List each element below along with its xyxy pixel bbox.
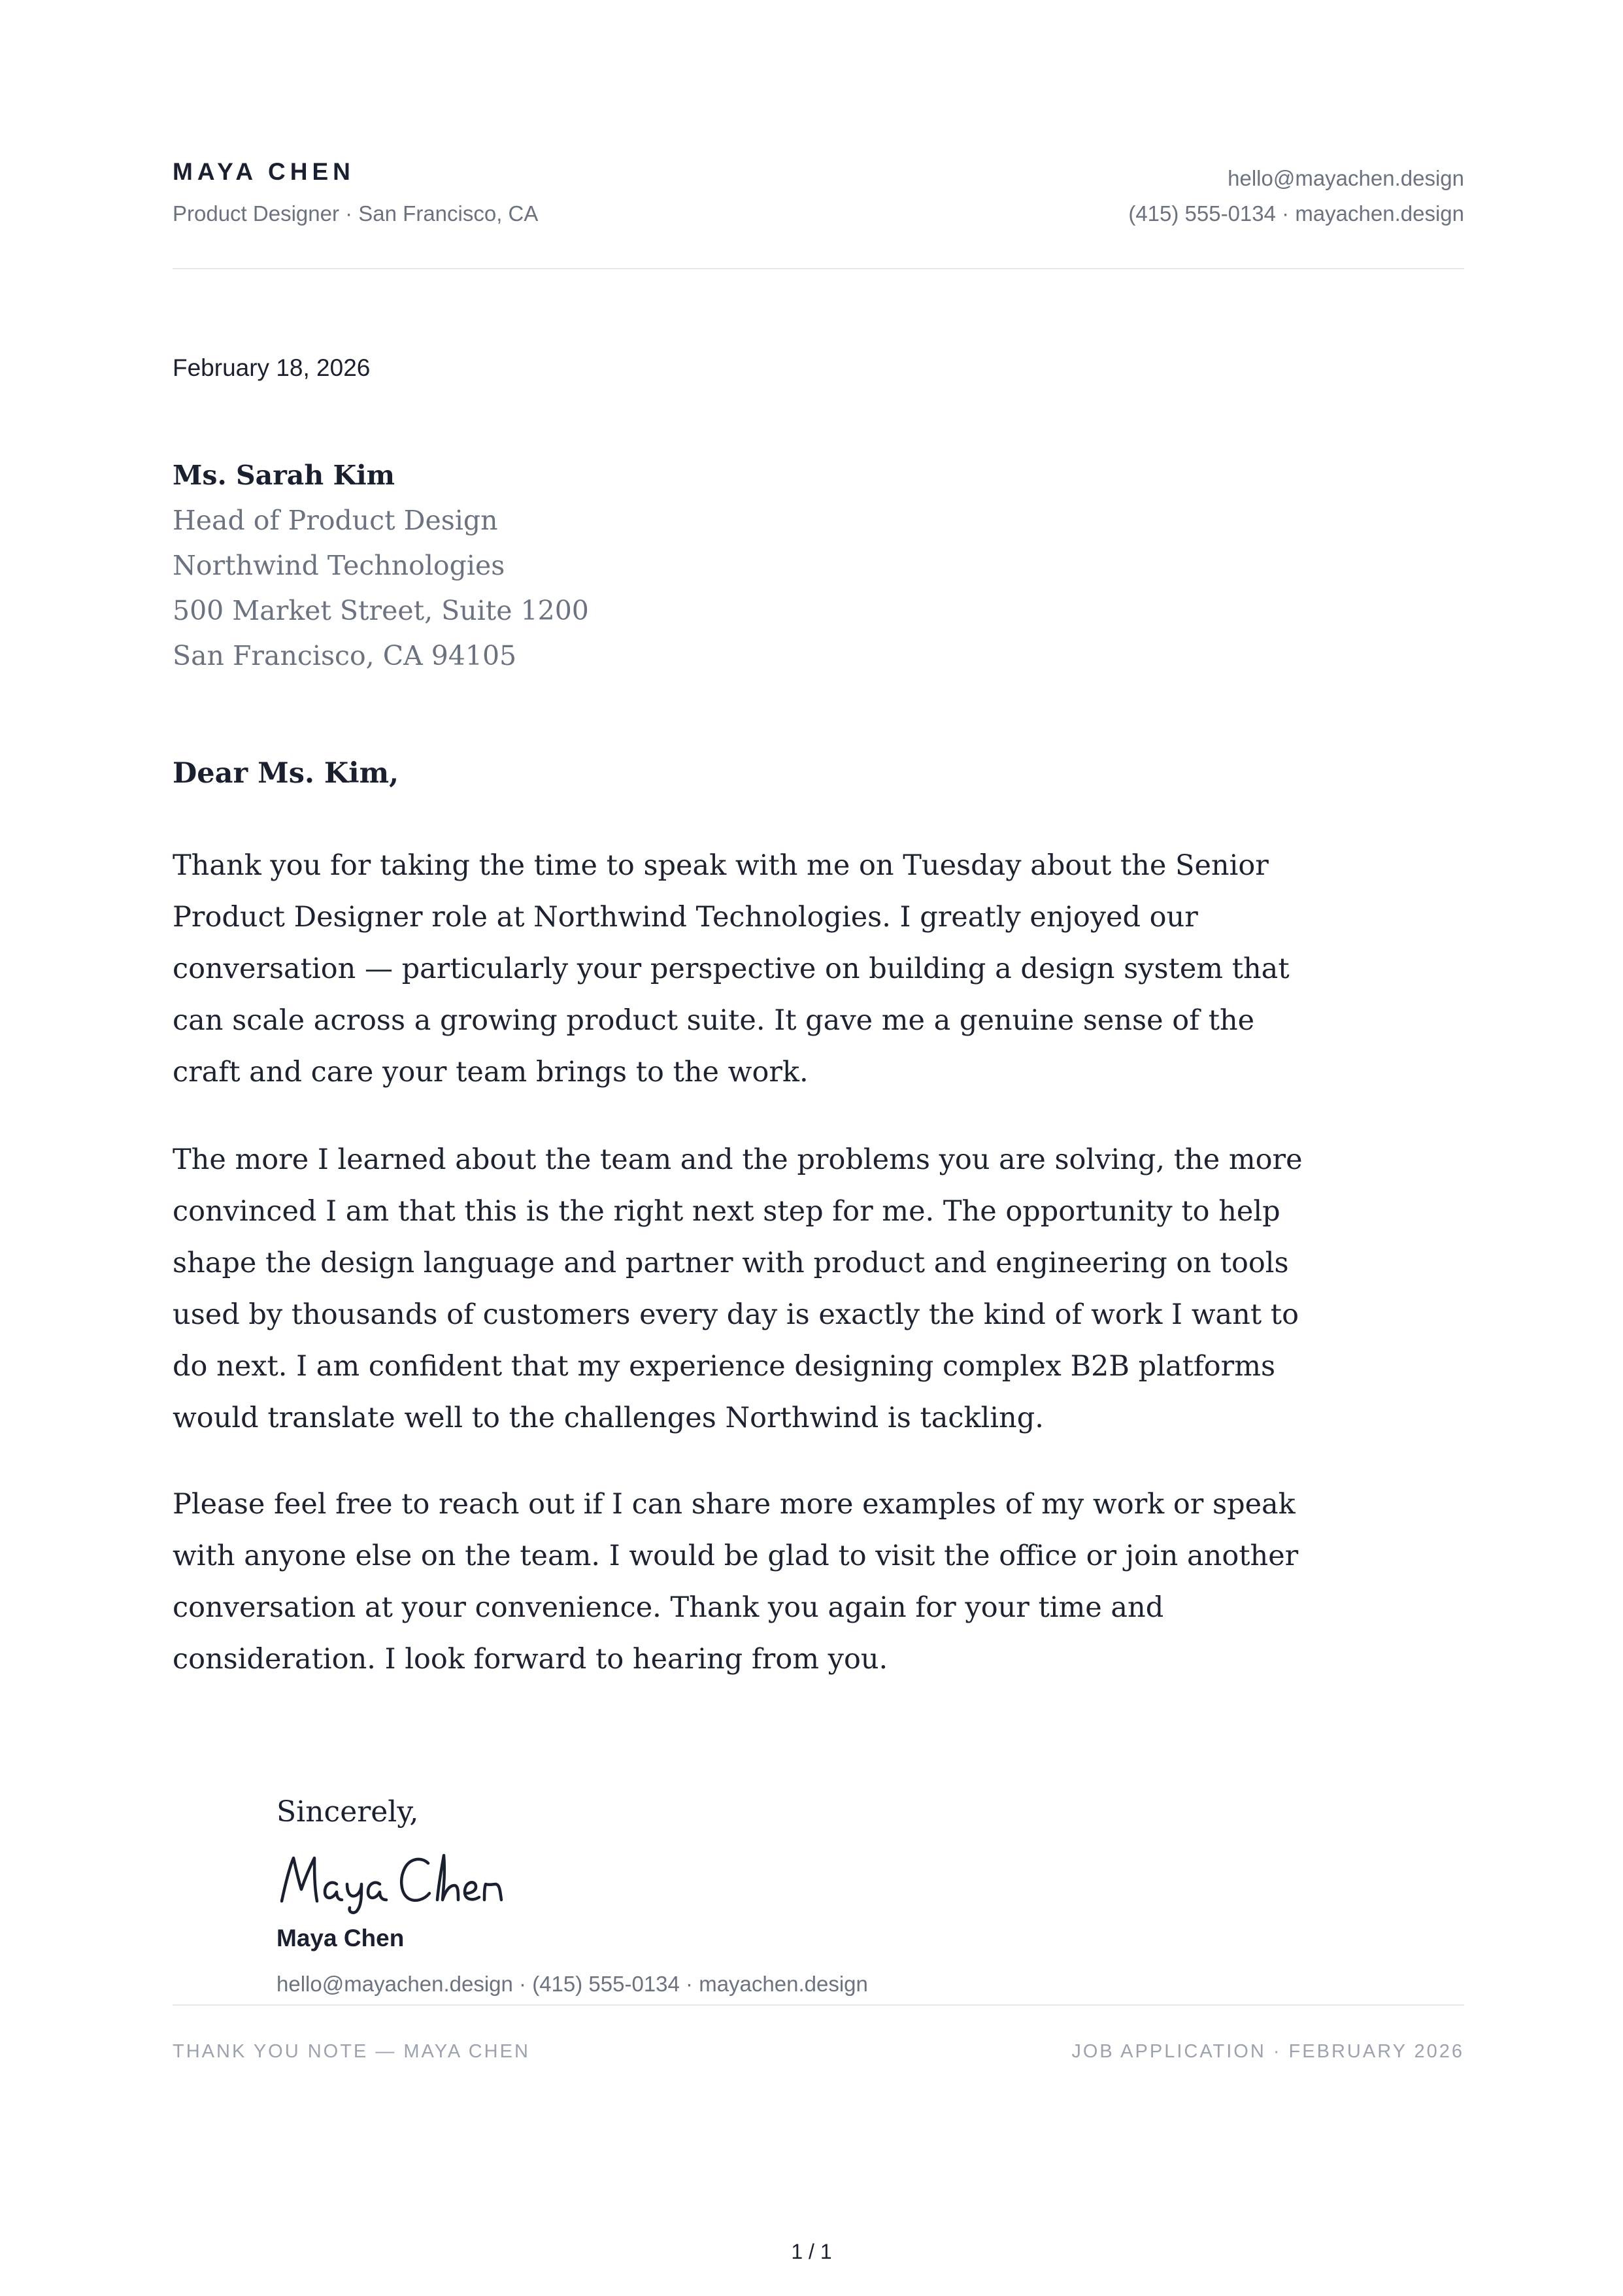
recipient-company: Northwind Technologies [173,550,505,581]
letter-page [173,0,1464,2296]
sender-phone-website: (415) 555-0134 · mayachen.design [1128,201,1464,226]
recipient-block [173,453,589,679]
page-indicator: 1 / 1 [791,2240,832,2263]
body-paragraph-2: The more I learned about the team and the problems you are solving, the more convinced I am that this is the right next step for me. The opportunity to help shape the design language and partner with product and engineering on tools used by thousands of customers every day is exactly the kind of work I want to do next. I am confident that my experience designing complex B2B platforms would translate well to the challenges Northwind is tackling. [173,1143,1303,1434]
footer-left-label: THANK YOU NOTE — MAYA CHEN [173,2041,530,2062]
salutation: Dear Ms. Kim, [173,757,399,790]
recipient-address-line-1: 500 Market Street, Suite 1200 [173,595,589,626]
signer-contact: hello@mayachen.design · (415) 555-0134 · mayachen.design [276,1972,868,1996]
recipient-name: Ms. Sarah Kim [173,460,395,491]
body-paragraph-1: Thank you for taking the time to speak with me on Tuesday about the Senior Product Designer role at Northwind Technologies. I greatly enjoyed our conversation — particularly your perspective on building a design system that can scale across a growing product suite. It gave me a genuine sense of the craft and care your team brings to the work. [173,849,1290,1089]
sender-name: MAYA CHEN [173,158,355,185]
handwritten-signature [276,1844,512,1916]
recipient-address-line-2: San Francisco, CA 94105 [173,640,517,671]
sender-title: Product Designer · San Francisco, CA [173,201,539,226]
sender-email: hello@mayachen.design [1228,166,1464,190]
sign-off: Sincerely, [276,1795,419,1829]
letterhead [173,150,1464,269]
page-footer [173,2004,1464,2062]
signer-name: Maya Chen [276,1925,405,1951]
footer-right-label: JOB APPLICATION · FEBRUARY 2026 [1071,2041,1464,2062]
recipient-title: Head of Product Design [173,505,498,536]
letter-date: February 18, 2026 [173,354,371,381]
body-paragraph-3: Please feel free to reach out if I can share more examples of my work or speak with anyone else on the team. I would be glad to visit the office or join another conversation at your convenience. Thank you again for your time and consideration. I look forward to hearing from you. [173,1488,1299,1676]
